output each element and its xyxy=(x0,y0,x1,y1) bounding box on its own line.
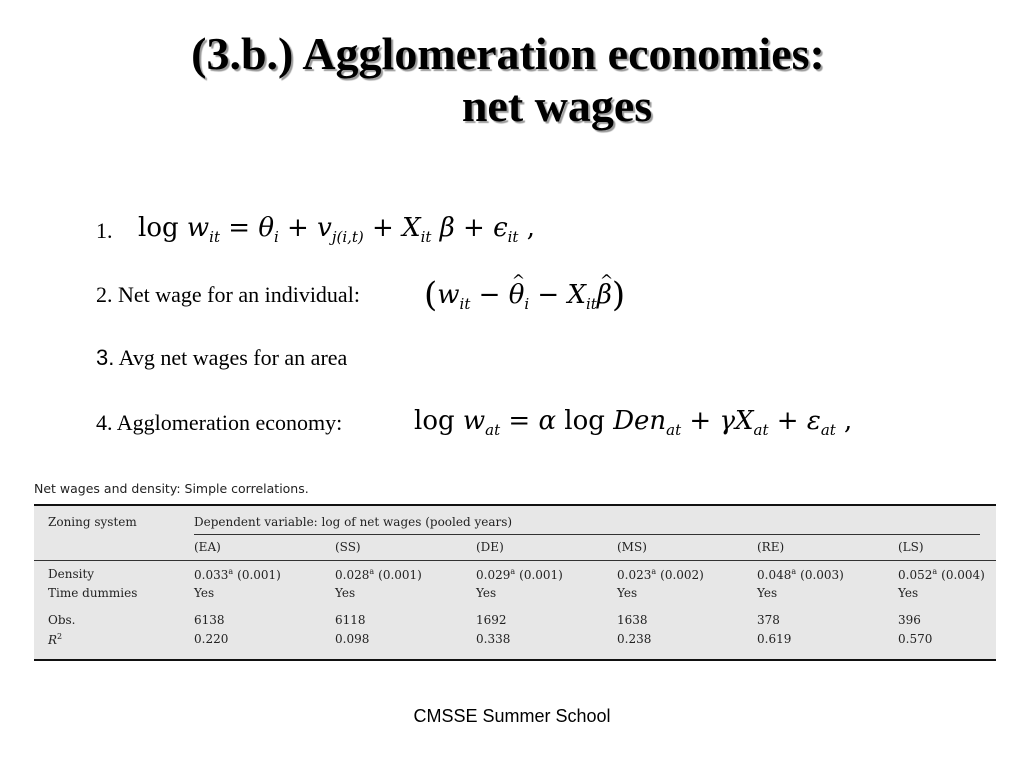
item-1-number: 1. xyxy=(96,218,113,243)
subheader-rule xyxy=(34,560,996,561)
header-zoning-system: Zoning system xyxy=(48,515,137,529)
item-3 xyxy=(96,345,347,371)
table-cell: 0.048$^a$ (0.003) xyxy=(757,567,844,582)
row-label: $R^2$ xyxy=(48,632,63,647)
table-cell: 0.029$^a$ (0.001) xyxy=(476,567,563,582)
row-label: Density xyxy=(48,567,95,581)
table-cell: 1692 xyxy=(476,613,507,627)
table-cell: 1638 xyxy=(617,613,648,627)
column-header: (SS) xyxy=(335,540,361,554)
slide-title-line-2: net wages xyxy=(461,80,653,131)
column-header: (MS) xyxy=(617,540,647,554)
item-4 xyxy=(96,410,342,436)
item-2-text: Net wage for an individual: xyxy=(118,282,360,307)
item-1 xyxy=(96,218,113,244)
item-2-number: 2. xyxy=(96,282,113,307)
row-label: Time dummies xyxy=(48,586,138,600)
table-cell: 0.052$^a$ (0.004) xyxy=(898,567,985,582)
item-4-text: Agglomeration economy: xyxy=(116,410,343,435)
header-rule xyxy=(194,534,980,535)
table-cell: 0.023$^a$ (0.002) xyxy=(617,567,704,582)
table-cell: 0.028$^a$ (0.001) xyxy=(335,567,422,582)
column-header: (DE) xyxy=(476,540,504,554)
header-dependent-variable: Dependent variable: log of net wages (pooled years) xyxy=(194,515,513,529)
table-caption: Net wages and density: Simple correlations. xyxy=(34,481,309,496)
slide-title-line-1: (3.b.) Agglomeration economies: xyxy=(191,28,825,79)
footer-text: CMSSE Summer School xyxy=(413,706,611,726)
table-cell: 0.570 xyxy=(898,632,933,646)
table-cell: 0.220 xyxy=(194,632,229,646)
table-cell: 6118 xyxy=(335,613,366,627)
table-cell: Yes xyxy=(335,586,356,600)
table-cell: Yes xyxy=(617,586,638,600)
table-cell: Yes xyxy=(757,586,778,600)
table-cell: 6138 xyxy=(194,613,225,627)
table-cell: 378 xyxy=(757,613,780,627)
equation-1: $\log w_{it} = \theta_i + v_{j(i,t)} + X_{it}$ $\beta + \epsilon_{it}$ , xyxy=(138,213,535,246)
item-3-text: Avg net wages for an area xyxy=(118,345,348,370)
column-header: (LS) xyxy=(898,540,924,554)
table-cell: 0.238 xyxy=(617,632,652,646)
slide-title xyxy=(0,28,1024,132)
table-cell: 0.098 xyxy=(335,632,370,646)
row-label: Obs. xyxy=(48,613,76,627)
table-cell: 0.033$^a$ (0.001) xyxy=(194,567,281,582)
table-cell: Yes xyxy=(194,586,215,600)
item-2 xyxy=(96,282,360,308)
equation-4: $\log w_{at} = \alpha$ $\log Den_{at} + \gamma X_{at} + \varepsilon_{at}$ , xyxy=(414,406,853,439)
item-3-number: 3. xyxy=(96,345,115,370)
table-cell: Yes xyxy=(898,586,919,600)
column-header: (RE) xyxy=(757,540,785,554)
column-header: (EA) xyxy=(194,540,221,554)
table-cell: 396 xyxy=(898,613,921,627)
table-cell: Yes xyxy=(476,586,497,600)
results-table xyxy=(34,504,996,661)
equation-2: ($w_{it}$ − ^ $\theta_i$ − $X_{it}\^{}$ β) xyxy=(424,280,625,319)
table-cell: 0.619 xyxy=(757,632,792,646)
item-4-number: 4. xyxy=(96,410,113,435)
table-cell: 0.338 xyxy=(476,632,511,646)
